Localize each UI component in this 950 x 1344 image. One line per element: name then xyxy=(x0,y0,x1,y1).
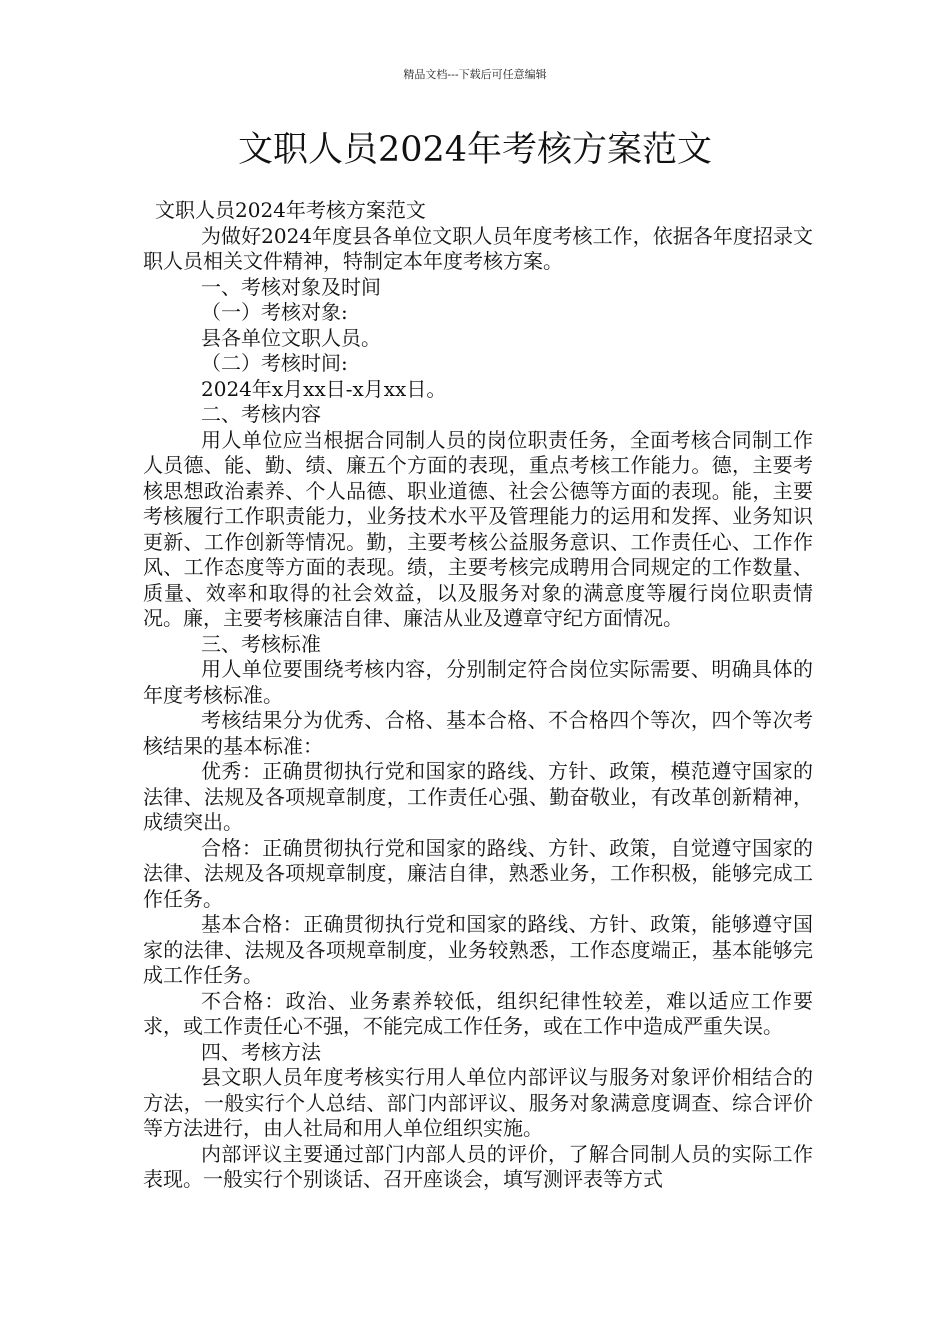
paragraph: 用人单位要围绕考核内容，分别制定符合岗位实际需要、明确具体的年度考核标准。 xyxy=(143,657,813,707)
section-heading: 三、考核标准 xyxy=(201,631,321,656)
paragraph: 县各单位文职人员。 xyxy=(201,325,381,350)
paragraph: 基本合格：正确贯彻执行党和国家的路线、方针、政策，能够遵守国家的法律、法规及各项规章制度，业务较熟悉，工作态度端正，基本能够完成工作任务。 xyxy=(143,912,813,987)
section-heading: 四、考核方法 xyxy=(201,1039,321,1064)
paragraph: 县文职人员年度考核实行用人单位内部评议与服务对象评价相结合的方法，一般实行个人总结、部门内部评议、服务对象满意度调查、综合评价等方法进行，由人社局和用人单位组织实施。 xyxy=(143,1065,813,1140)
subsection-heading: （二）考核时间: xyxy=(201,351,348,375)
section-heading: 一、考核对象及时间 xyxy=(201,274,381,299)
paragraph: 优秀：正确贯彻执行党和国家的路线、方针、政策，模范遵守国家的法律、法规及各项规章制度，工作责任心强、勤奋敬业，有改革创新精神，成绩突出。 xyxy=(143,759,813,834)
document-title: 文职人员2024年考核方案范文 xyxy=(237,130,713,170)
paragraph: 合格：正确贯彻执行党和国家的路线、方针、政策，自觉遵守国家的法律、法规及各项规章制度，廉洁自律，熟悉业务，工作积极，能够完成工作任务。 xyxy=(143,835,813,911)
paragraph: 2024年x月xx日-x月xx日。 xyxy=(201,376,447,401)
paragraph: 用人单位应当根据合同制人员的岗位职责任务，全面考核合同制工作人员德、能、勤、绩、廉五个方面的表现，重点考核工作能力。德，主要考核思想政治素养、个人品德、职业道德、社会公德等方面的表现。能，主要考核履行工作职责能力，业务技术水平及管理能力的运用和发挥、业务知识更新、工作创新等情况。勤，主要考核公益服务意识、工作责任心、工作作风、工作态度等方面的表现。绩，主要考核完成聘用合同规定的工作数量、质量、效率和取得的社会效益，以及服务对象的满意度等履行岗位职责情况。廉，主要考核廉洁自律、廉洁从业及遵章守纪方面情况。 xyxy=(143,427,813,630)
section-heading: 二、考核内容 xyxy=(201,402,321,426)
header-note: 精品文档---下载后可任意编辑 xyxy=(403,68,547,81)
document-subtitle: 文职人员2024年考核方案范文 xyxy=(155,198,426,222)
intro-paragraph: 为做好2024年度县各单位文职人员年度考核工作，依据各年度招录文职人员相关文件精神，特制定本年度考核方案。 xyxy=(143,223,813,273)
subsection-heading: （一）考核对象: xyxy=(201,300,348,324)
paragraph: 考核结果分为优秀、合格、基本合格、不合格四个等次，四个等次考核结果的基本标准： xyxy=(143,708,813,758)
document-body xyxy=(143,198,813,1193)
paragraph: 不合格：政治、业务素养较低，组织纪律性较差，难以适应工作要求，或工作责任心不强，不能完成工作任务，或在工作中造成严重失误。 xyxy=(143,988,813,1038)
paragraph: 内部评议主要通过部门内部人员的评价，了解合同制人员的实际工作表现。一般实行个别谈话、召开座谈会，填写测评表等方式 xyxy=(143,1141,813,1191)
